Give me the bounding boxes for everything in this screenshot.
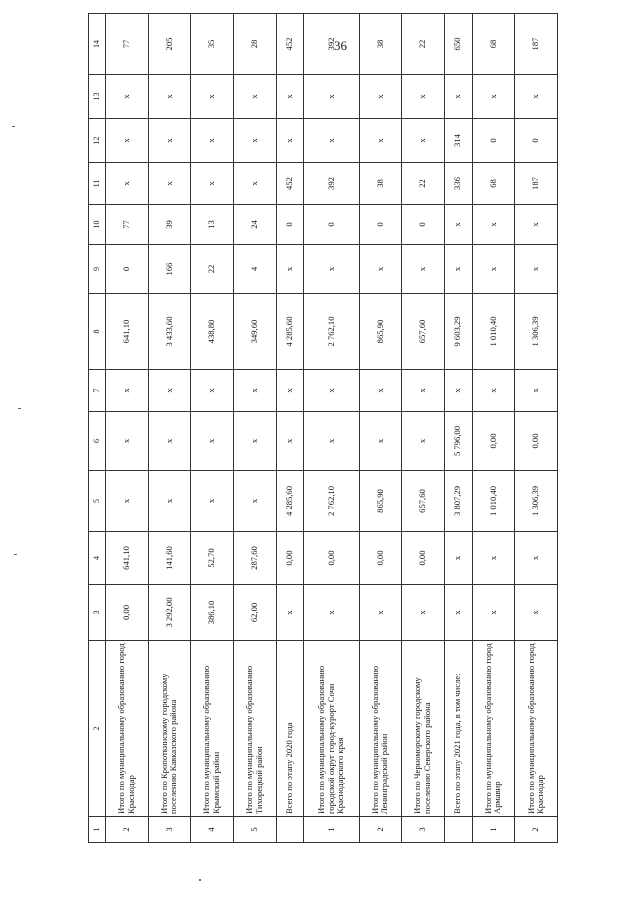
table-cell: x: [472, 370, 515, 412]
table-cell: 2: [515, 817, 558, 843]
column-number-cell: 8: [89, 294, 106, 370]
table-cell: 0: [472, 119, 515, 163]
table-cell: 0: [402, 205, 445, 245]
table-cell: 2 762,10: [304, 294, 359, 370]
table-cell: Итого по Черноморскому городскому поселению Северского района: [402, 641, 445, 817]
table-cell: 0,00: [402, 532, 445, 585]
table-row: [359, 14, 402, 843]
column-number-cell: 10: [89, 205, 106, 245]
column-number-cell: 12: [89, 119, 106, 163]
table-cell: x: [359, 75, 402, 119]
table-cell: 4 285,60: [276, 294, 304, 370]
table-cell: 22: [402, 14, 445, 75]
table-cell: 0: [106, 245, 149, 294]
table-cell: x: [472, 245, 515, 294]
table-row: [106, 14, 149, 843]
table-cell: x: [515, 532, 558, 585]
table-cell: 38: [359, 14, 402, 75]
table-cell: x: [515, 370, 558, 412]
table-cell: Итого по муниципальному образованию город Краснодар: [515, 641, 558, 817]
table-cell: 187: [515, 14, 558, 75]
column-number-cell: 14: [89, 14, 106, 75]
table-cell: [444, 817, 472, 843]
column-number-cell: 5: [89, 471, 106, 532]
table-cell: 452: [276, 14, 304, 75]
table-cell: 22: [191, 245, 234, 294]
table-cell: x: [444, 585, 472, 641]
table-cell: Итого по муниципальному образованию Тихорецкий район: [233, 641, 276, 817]
table-cell: x: [276, 370, 304, 412]
table-cell: 77: [106, 14, 149, 75]
table-cell: x: [106, 75, 149, 119]
table-cell: x: [515, 585, 558, 641]
table-cell: 2: [106, 817, 149, 843]
table-cell: 392: [304, 14, 359, 75]
table-cell: x: [402, 245, 445, 294]
table-cell: 438,80: [191, 294, 234, 370]
table-cell: x: [304, 585, 359, 641]
table-cell: x: [359, 119, 402, 163]
table-cell: 187: [515, 163, 558, 205]
table-row: [276, 14, 304, 843]
table-cell: x: [359, 585, 402, 641]
table-cell: 68: [472, 163, 515, 205]
table-cell: x: [444, 245, 472, 294]
table-cell: 4: [233, 245, 276, 294]
table-row: [402, 14, 445, 843]
table-cell: 392: [304, 163, 359, 205]
table-cell: 657,60: [402, 471, 445, 532]
table-cell: 24: [233, 205, 276, 245]
table-cell: x: [191, 163, 234, 205]
table-cell: 22: [402, 163, 445, 205]
table-cell: x: [472, 532, 515, 585]
table-cell: 287,60: [233, 532, 276, 585]
table-cell: x: [359, 245, 402, 294]
table-cell: x: [444, 205, 472, 245]
table-row: [233, 14, 276, 843]
table-cell: x: [191, 119, 234, 163]
table-cell: 205: [148, 14, 191, 75]
table-cell: x: [106, 163, 149, 205]
table-cell: x: [515, 245, 558, 294]
column-number-cell: 7: [89, 370, 106, 412]
table-cell: 2: [359, 817, 402, 843]
table-cell: 35: [191, 14, 234, 75]
table-cell: x: [472, 75, 515, 119]
table-cell: x: [304, 75, 359, 119]
table-cell: 0: [276, 205, 304, 245]
table-cell: x: [276, 75, 304, 119]
column-number-cell: 4: [89, 532, 106, 585]
table-cell: x: [276, 119, 304, 163]
table-row: [444, 14, 472, 843]
column-number-cell: 11: [89, 163, 106, 205]
table-cell: 349,60: [233, 294, 276, 370]
table-cell: x: [304, 412, 359, 471]
table-cell: x: [472, 585, 515, 641]
table-cell: 13: [191, 205, 234, 245]
table-cell: 68: [472, 14, 515, 75]
scan-mark: [14, 554, 17, 555]
table-cell: x: [233, 119, 276, 163]
table-row: [304, 14, 359, 843]
table-cell: x: [148, 163, 191, 205]
table-cell: 0,00: [304, 532, 359, 585]
table-cell: 166: [148, 245, 191, 294]
table-cell: 0: [359, 205, 402, 245]
column-number-cell: 2: [89, 641, 106, 817]
table-cell: 865,90: [359, 294, 402, 370]
table-cell: 1 306,39: [515, 471, 558, 532]
table-cell: x: [402, 370, 445, 412]
table-cell: [276, 817, 304, 843]
table-cell: 5: [233, 817, 276, 843]
table-cell: x: [359, 370, 402, 412]
table-cell: 1 010,40: [472, 294, 515, 370]
table-cell: 657,60: [402, 294, 445, 370]
table-cell: x: [515, 75, 558, 119]
table-cell: x: [148, 75, 191, 119]
table-cell: 1 010,40: [472, 471, 515, 532]
table-cell: 38: [359, 163, 402, 205]
table-cell: 4 285,60: [276, 471, 304, 532]
scan-dot: [199, 879, 201, 881]
table-cell: Всего по этапу 2021 года, в том числе:: [444, 641, 472, 817]
table-cell: 0: [515, 119, 558, 163]
table-cell: 62,00: [233, 585, 276, 641]
table-cell: 0,00: [359, 532, 402, 585]
table-cell: x: [233, 370, 276, 412]
table-header-row: [89, 14, 106, 843]
table-cell: x: [276, 412, 304, 471]
table-cell: x: [304, 245, 359, 294]
table-cell: x: [191, 412, 234, 471]
table-cell: 452: [276, 163, 304, 205]
table-cell: 2 762,10: [304, 471, 359, 532]
table-cell: 386,10: [191, 585, 234, 641]
table-cell: 3 433,60: [148, 294, 191, 370]
table-cell: x: [515, 205, 558, 245]
table-row: [472, 14, 515, 843]
column-number-cell: 3: [89, 585, 106, 641]
table-cell: x: [402, 119, 445, 163]
table-cell: x: [444, 532, 472, 585]
table-cell: 0,00: [106, 585, 149, 641]
table-cell: x: [402, 75, 445, 119]
table-cell: x: [106, 370, 149, 412]
table-cell: 4: [191, 817, 234, 843]
table-cell: 641,10: [106, 294, 149, 370]
table-cell: x: [148, 412, 191, 471]
table-cell: 3: [402, 817, 445, 843]
table-cell: x: [148, 119, 191, 163]
table-cell: 0,00: [276, 532, 304, 585]
table-cell: 5 796,00: [444, 412, 472, 471]
rotated-table-inner: [88, 37, 558, 843]
table-cell: x: [444, 75, 472, 119]
table-cell: x: [106, 471, 149, 532]
table-cell: 641,10: [106, 532, 149, 585]
table-cell: 0,00: [515, 412, 558, 471]
table-cell: 28: [233, 14, 276, 75]
column-number-cell: 6: [89, 412, 106, 471]
table-cell: 9 603,29: [444, 294, 472, 370]
table-cell: x: [276, 585, 304, 641]
table-cell: 0: [304, 205, 359, 245]
table-cell: x: [191, 471, 234, 532]
table-row: [515, 14, 558, 843]
table-cell: 141,60: [148, 532, 191, 585]
table-cell: x: [402, 412, 445, 471]
table-row: [148, 14, 191, 843]
table-cell: x: [304, 119, 359, 163]
table-cell: Итого по муниципальному образованию город Краснодар: [106, 641, 149, 817]
table-cell: 77: [106, 205, 149, 245]
table-cell: Итого по муниципальному образованию город Армавир: [472, 641, 515, 817]
table-cell: 52,70: [191, 532, 234, 585]
table-cell: 1: [472, 817, 515, 843]
table-cell: 3 807,29: [444, 471, 472, 532]
table-cell: 39: [148, 205, 191, 245]
table-cell: x: [191, 75, 234, 119]
table-cell: x: [402, 585, 445, 641]
table-cell: 3: [148, 817, 191, 843]
data-table: [88, 13, 558, 843]
table-cell: 650: [444, 14, 472, 75]
table-cell: x: [148, 471, 191, 532]
table-cell: x: [359, 412, 402, 471]
table-cell: Всего по этапу 2020 года: [276, 641, 304, 817]
page-number: 36: [334, 38, 347, 53]
table-cell: x: [472, 205, 515, 245]
table-cell: x: [233, 471, 276, 532]
table-cell: x: [106, 119, 149, 163]
table-cell: x: [444, 370, 472, 412]
column-number-cell: 9: [89, 245, 106, 294]
rotated-table-frame: [88, 37, 558, 843]
table-cell: 1: [304, 817, 359, 843]
table-cell: Итого по муниципальному образованию Крымский район: [191, 641, 234, 817]
table-row: [191, 14, 234, 843]
table-cell: x: [106, 412, 149, 471]
table-cell: Итого по муниципальному образованию городской округ город-курорт Сочи Краснодарского края: [304, 641, 359, 817]
table-cell: 865,90: [359, 471, 402, 532]
table-cell: 314: [444, 119, 472, 163]
table-cell: x: [276, 245, 304, 294]
table-cell: x: [148, 370, 191, 412]
column-number-cell: 1: [89, 817, 106, 843]
table-cell: x: [233, 412, 276, 471]
scan-mark: [12, 126, 15, 127]
table-cell: 0,00: [472, 412, 515, 471]
scan-mark: [18, 408, 21, 409]
table-cell: x: [233, 163, 276, 205]
table-cell: 336: [444, 163, 472, 205]
table-cell: Итого по Кропоткинскому городскому поселению Кавказского района: [148, 641, 191, 817]
table-cell: x: [304, 370, 359, 412]
table-cell: 3 292,00: [148, 585, 191, 641]
table-cell: x: [233, 75, 276, 119]
table-cell: 1 306,39: [515, 294, 558, 370]
table-cell: x: [191, 370, 234, 412]
table-cell: Итого по муниципальному образованию Ленинградский район: [359, 641, 402, 817]
column-number-cell: 13: [89, 75, 106, 119]
